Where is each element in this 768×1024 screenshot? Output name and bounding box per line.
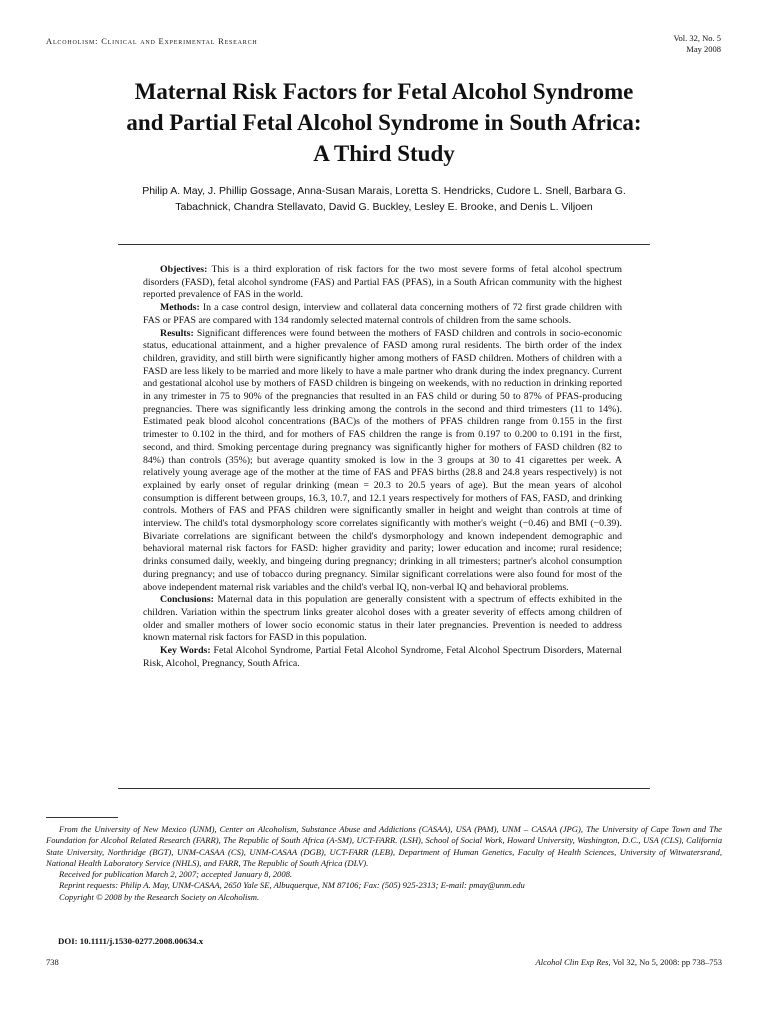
abstract-objectives <box>143 264 622 302</box>
citation-line <box>536 957 722 967</box>
affiliations-note: From the University of New Mexico (UNM), Center on Alcoholism, Substance Abuse and Addictions (CASAA), USA (PAM), UNM – CASAA (JPG), The University of Cape Town and The Foundation for Alcohol Related Research (FARR), The Republic of South Africa (A-SM), UCT-FARR. (LSH), School of Social Work, Howard University, Washington, D.C., USA (CLS), California State University, Northridge (BGT), UNM-CASAA (CS), UNM-CASAA (DGB), UCT-FARR (LEB), Department of Human Genetics, Faculty of Health Sciences, University of Witwatersrand, National Health Laboratory Service (NHLS), and FARR, The Republic of South Africa (DLV). <box>46 824 722 868</box>
abstract <box>143 264 622 671</box>
issue-date: May 2008 <box>686 44 721 54</box>
results-label: Results: <box>160 327 194 339</box>
keywords-label: Key Words: <box>160 645 211 657</box>
volume-info <box>673 33 721 55</box>
abstract-bottom-rule <box>118 788 650 789</box>
footnotes <box>46 824 722 903</box>
abstract-keywords <box>143 645 622 670</box>
abstract-conclusions <box>143 594 622 645</box>
methods-label: Methods: <box>160 302 200 314</box>
citation-journal: Alcohol Clin Exp Res <box>535 957 609 967</box>
objectives-label: Objectives: <box>160 264 208 275</box>
footnote-rule <box>46 817 118 818</box>
title-line: Maternal Risk Factors for Fetal Alcohol Syndrome <box>134 79 634 104</box>
received-note: Received for publication March 2, 2007; accepted January 8, 2008. <box>59 869 293 880</box>
conclusions-text: Maternal data in this population are generally consistent with a spectrum of effects exhibited in the children. Variation within the spectrum links greater alcohol doses with a greater severity of effects among children of older and smaller mothers of lower socio economic status in their later pregnancies. Prevention is needed to address known maternal risk factors for FASD in this population. <box>143 594 622 644</box>
journal-name: Alcoholism: Clinical and Experimental Research <box>46 36 258 46</box>
results-text: Significant differences were found between the mothers of FASD children and controls in socio-economic status, educational attainment, and a higher prevalence of FASD among rural residents. The birth order of the index children, gravidity, and still birth were significantly higher among mothers of FASD children. Mothers of children with a FASD are less likely to be married and more likely to have a male partner who drank during the index pregnancy. Current and gestational alcohol use by mothers of FASD children is bingeing on weekends, with no reduction in drinking reported in any trimester in 75 to 90% of the pregnancies that resulted in an FAS child or during 50 to 87% of PFAS-producing pregnancies. There was significantly less drinking among the controls in the second and third trimesters (11 to 14%). Estimated peak blood alcohol concentrations (BAC)s of the mothers of PFAS children range from 0.155 in the first trimester to 0.102 in the third, and for mothers of FAS children the range is from 0.197 to 0.200 to 0.191 in the first, second, and third. Smoking percentage during pregnancy was significantly higher for mothers of FASD children (82 to 84%) than controls (35%); but average quantity smoked is low in the 3 groups at 30 to 41 cigarettes per week. A relatively young average age of the mother at the time of FAS and PFAS births (28.8 and 24.8 years respectively) is not explained by early onset of regular drinking (mean = 20.3 to 20.5 years of age). But the mean years of alcohol consumption is different between groups, 16.3, 10.7, and 12.1 years respectively for mothers of FAS, FASD, and drinking controls. Mothers of FAS and PFAS children were significantly smaller in height and weight than controls at time of interview. The child's total dysmorphology score correlates significantly with mother's weight (−0.46) and BMI (−0.39). Bivariate correlations are significant between the child's dysmorphology and known independent demographic and behavioral maternal risk factors for FASD: higher gravidity and parity; lower education and income; rural residence; drinks consumed daily, weekly, and bingeing during pregnancy; drinking in all trimesters; partner's alcohol consumption during pregnancy; and use of tobacco during pregnancy. Similar significant correlations were also found for most of the above independent maternal risk variables and the child's verbal IQ, non-verbal IQ and behavioral problems. <box>143 327 622 593</box>
abstract-top-rule <box>118 244 650 245</box>
copyright-note: Copyright © 2008 by the Research Society on Alcoholism. <box>59 891 260 902</box>
title-line: A Third Study <box>313 141 455 166</box>
abstract-results <box>143 328 622 595</box>
volume-number: Vol. 32, No. 5 <box>673 33 721 43</box>
author-list: Philip A. May, J. Phillip Gossage, Anna-Susan Marais, Loretta S. Hendricks, Cudore L. Snell, Barbara G. Tabachnick, Chandra Stellavato, David G. Buckley, Lesley E. Brooke, and Denis L. Viljoen <box>142 185 626 213</box>
article-title <box>40 76 728 169</box>
page-number: 738 <box>46 957 59 967</box>
doi: DOI: 10.1111/j.1530-0277.2008.00634.x <box>58 936 204 946</box>
abstract-methods <box>143 302 622 327</box>
reprint-note: Reprint requests: Philip A. May, UNM-CASAA, 2650 Yale SE, Albuquerque, NM 87106; Fax: (505) 925-2313; E-mail: pmay@unm.edu <box>59 880 525 891</box>
title-line: and Partial Fetal Alcohol Syndrome in South Africa: <box>126 110 642 135</box>
objectives-text: This is a third exploration of risk factors for the two most severe forms of fetal alcohol spectrum disorders (FASD), fetal alcohol syndrome (FAS) and Partial FAS (PFAS), in a South African community with the highest reported prevalence of FAS in the world. <box>143 264 622 301</box>
methods-text: In a case control design, interview and collateral data concerning mothers of 72 first grade children with FAS or PFAS are compared with 134 randomly selected maternal controls of children from the same schools. <box>143 302 622 326</box>
conclusions-label: Conclusions: <box>160 594 214 606</box>
keywords-text: Fetal Alcohol Syndrome, Partial Fetal Alcohol Syndrome, Fetal Alcohol Spectrum Disorders, Maternal Risk, Alcohol, Pregnancy, South Africa. <box>143 645 622 669</box>
citation-details: , Vol 32, No 5, 2008: pp 738–753 <box>608 957 722 967</box>
